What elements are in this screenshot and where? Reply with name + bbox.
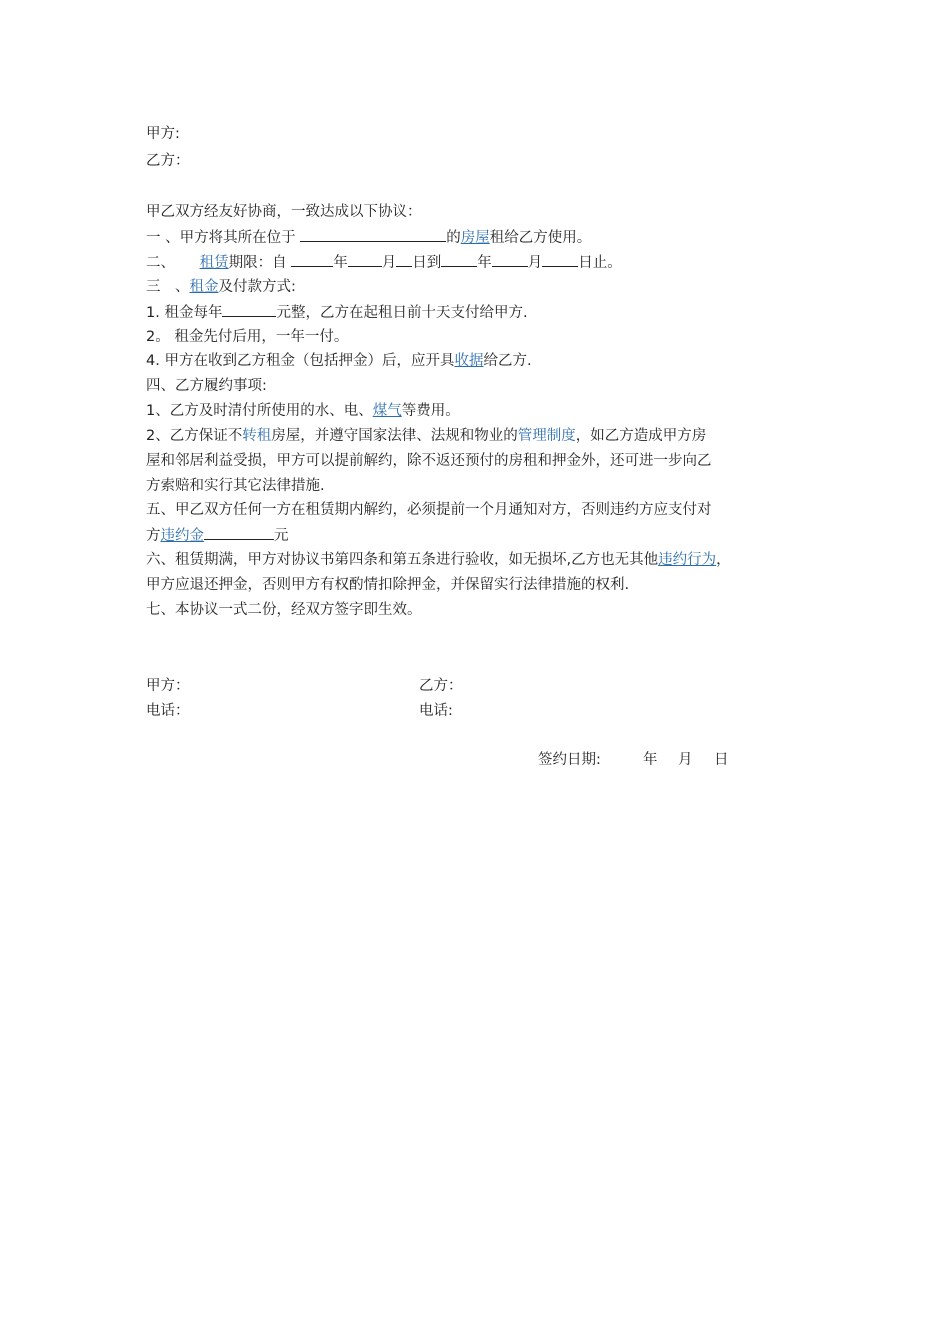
signature-party-a: 甲方： <box>146 678 190 694</box>
start-day-blank <box>396 252 412 267</box>
signing-date-month: 月 <box>678 752 693 768</box>
item-2: 2。 租金先付后用，一年一付。 <box>146 329 349 345</box>
rent-amount-blank <box>222 302 276 317</box>
gas-link[interactable]: 煤气 <box>372 403 402 419</box>
breach-link[interactable]: 违约行为 <box>658 552 717 568</box>
clause-6-line-1: 六、租赁期满，甲方对协议书第四条和第五条进行验收，如无损坏,乙方也无其他违约行为， <box>146 552 731 568</box>
penalty-amount-blank <box>204 525 274 540</box>
signing-date-year: 年 <box>643 752 658 768</box>
signature-party-b: 乙方： <box>419 678 463 694</box>
end-month-blank <box>492 252 528 267</box>
address-blank <box>300 227 446 242</box>
receipt-link[interactable]: 收据 <box>454 353 484 369</box>
lease-link[interactable]: 租赁 <box>199 255 229 271</box>
clause-5-line-1: 五、甲乙双方任何一方在租赁期内解约，必须提前一个月通知对方，否则违约方应支付对 <box>146 502 712 518</box>
signature-phone-b: 电话: <box>419 703 453 719</box>
rent-link[interactable]: 租金 <box>189 279 219 295</box>
intro-text: 甲乙双方经友好协商，一致达成以下协议： <box>146 204 422 220</box>
clause-5-line-2: 方违约金 元 <box>146 525 289 546</box>
clause-6-line-2: 甲方应退还押金，否则甲方有权酌情扣除押金，并保留实行法律措施的权利. <box>146 577 630 593</box>
penalty-link[interactable]: 违约金 <box>160 528 204 544</box>
start-year-blank <box>291 252 333 267</box>
management-rules-link[interactable]: 管理制度 <box>517 428 576 444</box>
end-day-blank <box>542 252 578 267</box>
signature-phone-a: 电话： <box>146 703 190 719</box>
signing-date-day: 日 <box>714 752 729 768</box>
item-4: 4. 甲方在收到乙方租金（包括押金）后，应开具收据给乙方. <box>146 353 532 369</box>
end-year-blank <box>441 252 477 267</box>
clause-2: 二、 租赁期限：自 年 月 日到 年 月 日止。 <box>146 252 622 273</box>
start-month-blank <box>348 252 382 267</box>
house-link[interactable]: 房屋 <box>460 230 490 246</box>
duty-2-line-1: 2、乙方保证不转租房屋，并遵守国家法律、法规和物业的管理制度，如乙方造成甲方房 <box>146 428 707 444</box>
clause-4: 四、乙方履约事项: <box>146 378 267 394</box>
clause-3: 三 、租金及付款方式: <box>146 279 296 295</box>
duty-2-line-3: 方索赔和实行其它法律措施. <box>146 478 325 494</box>
item-1: 1. 租金每年 元整，乙方在起租日前十天支付给甲方. <box>146 302 528 323</box>
duty-1: 1、乙方及时清付所使用的水、电、煤气等费用。 <box>146 403 460 419</box>
duty-2-line-2: 屋和邻居利益受损，甲方可以提前解约，除不返还预付的房租和押金外，还可进一步向乙 <box>146 453 712 469</box>
clause-1: 一 、甲方将其所在位于 的房屋租给乙方使用。 <box>146 227 591 248</box>
sublet-link[interactable]: 转租 <box>242 428 272 444</box>
party-b-header: 乙方： <box>146 153 190 169</box>
party-a-header: 甲方: <box>146 126 180 142</box>
signing-date-label: 签约日期: <box>538 752 601 768</box>
clause-7: 七、本协议一式二份，经双方签字即生效。 <box>146 602 422 618</box>
